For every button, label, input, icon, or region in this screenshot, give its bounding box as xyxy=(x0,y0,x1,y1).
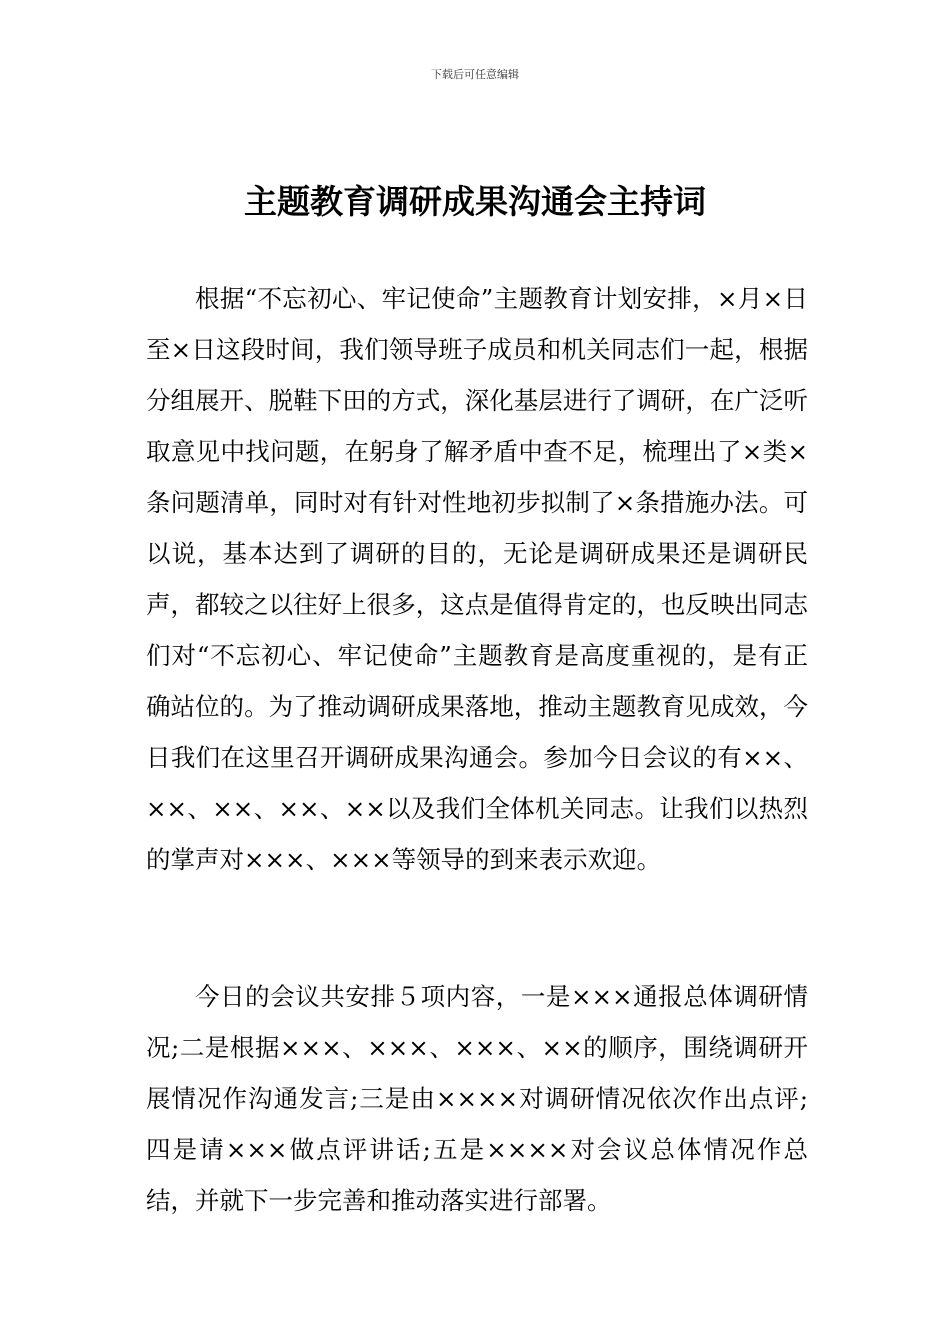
document-title: 主题教育调研成果沟通会主持词 xyxy=(244,182,706,221)
header-note: 下载后可任意编辑 xyxy=(431,68,519,81)
paragraph-2: 今日的会议共安排５项内容，一是×××通报总体调研情况;二是根据×××、×××、×××、××的顺序，围绕调研开展情况作沟通发言;三是由××××对调研情况依次作出点评;四是请×××做点评讲话;五是××××对会议总体情况作总结，并就下一步完善和推动落实进行部署。 xyxy=(146,982,808,1215)
paragraph-1: 根据“不忘初心、牢记使命”主题教育计划安排，×月×日至×日这段时间，我们领导班子成员和机关同志们一起，根据分组展开、脱鞋下田的方式，深化基层进行了调研，在广泛听取意见中找问题，在躬身了解矛盾中查不足，梳理出了×类×条问题清单，同时对有针对性地初步拟制了×条措施办法。可以说，基本达到了调研的目的，无论是调研成果还是调研民声，都较之以往好上很多，这点是值得肯定的，也反映出同志们对“不忘初心、牢记使命”主题教育是高度重视的，是有正确站位的。为了推动调研成果落地，推动主题教育见成效，今日我们在这里召开调研成果沟通会。参加今日会议的有××、××、××、××、××以及我们全体机关同志。让我们以热烈的掌声对×××、×××等领导的到来表示欢迎。 xyxy=(146,284,808,874)
